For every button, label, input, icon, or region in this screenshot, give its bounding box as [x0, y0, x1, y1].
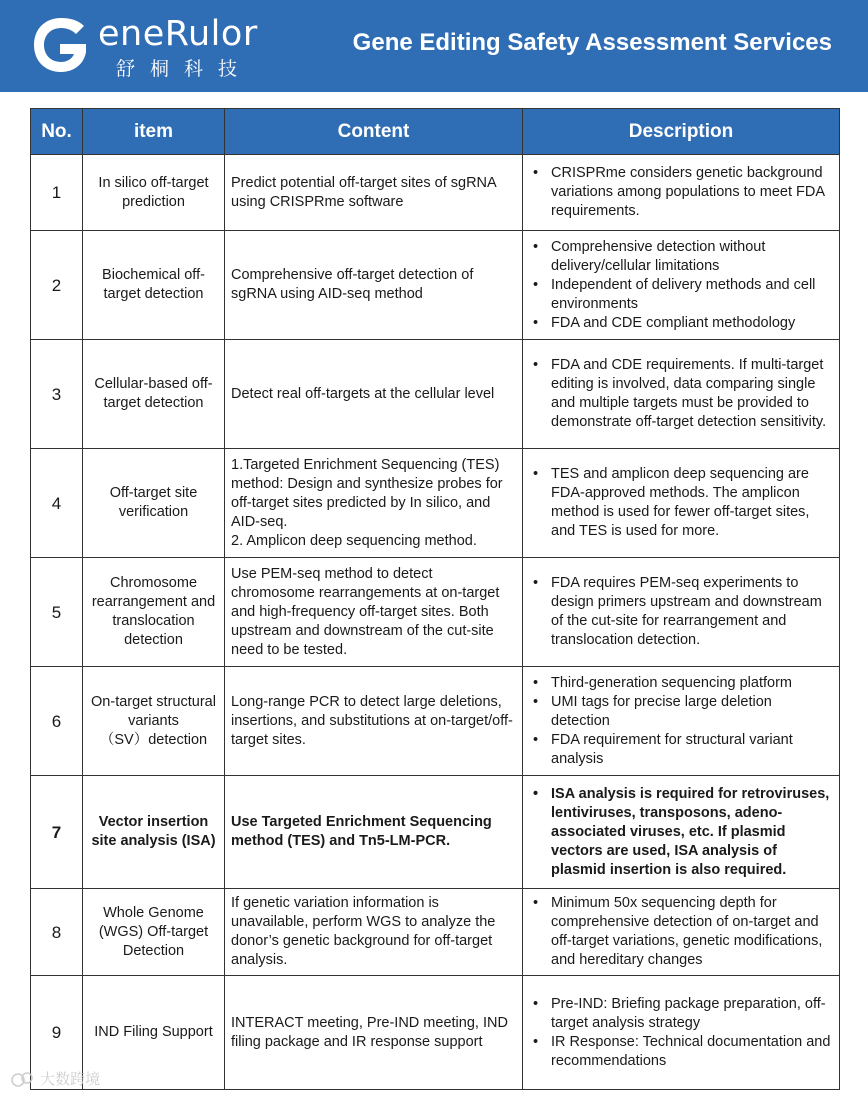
row-item: Cellular-based off-target detection — [83, 340, 225, 449]
description-bullet: • UMI tags for precise large deletion detection — [531, 693, 833, 731]
row-item: Off-target site verification — [83, 449, 225, 558]
description-bullet: • FDA requires PEM-seq experiments to design primers upstream and downstream of the cut-site for rearrangement and translocation detection. — [531, 574, 833, 650]
brand-logo — [30, 10, 280, 82]
row-content: INTERACT meeting, Pre-IND meeting, IND filing package and IR response support — [225, 976, 523, 1090]
row-content: Detect real off-targets at the cellular level — [225, 340, 523, 449]
description-bullet: • IR Response: Technical documentation and recommendations — [531, 1033, 833, 1071]
row-content: Comprehensive off-target detection of sgRNA using AID-seq method — [225, 231, 523, 340]
row-item: IND Filing Support — [83, 976, 225, 1090]
row-number: 4 — [31, 449, 83, 558]
row-content — [225, 449, 523, 558]
description-bullet: • FDA and CDE compliant methodology — [531, 314, 833, 333]
watermark — [10, 1068, 100, 1089]
row-description — [523, 776, 840, 889]
content-line: 1.Targeted Enrichment Sequencing (TES) method: Design and synthesize probes for off-target sites predicted by In silico, and AID-seq. — [231, 456, 503, 530]
table-row — [31, 976, 840, 1090]
row-item: Vector insertion site analysis (ISA) — [83, 776, 225, 889]
row-description — [523, 231, 840, 340]
row-item: Biochemical off-target detection — [83, 231, 225, 340]
row-number: 7 — [31, 776, 83, 889]
brand-name-cn: 舒桐科技 — [116, 59, 253, 80]
row-number: 5 — [31, 558, 83, 667]
row-number: 8 — [31, 889, 83, 976]
row-content: Use Targeted Enrichment Sequencing method (TES) and Tn5-LM-PCR. — [225, 776, 523, 889]
header-content: Content — [225, 109, 523, 155]
page-title: Gene Editing Safety Assessment Services — [352, 29, 832, 56]
row-number: 2 — [31, 231, 83, 340]
description-bullet: • CRISPRme considers genetic background variations among populations to meet FDA requirements. — [531, 164, 833, 221]
description-bullet: • FDA requirement for structural variant analysis — [531, 731, 833, 769]
services-table-wrapper — [30, 108, 839, 1090]
row-description — [523, 340, 840, 449]
table-row — [31, 155, 840, 231]
row-item — [83, 667, 225, 776]
row-description — [523, 558, 840, 667]
description-bullet: • Pre-IND: Briefing package preparation, off-target analysis strategy — [531, 995, 833, 1033]
row-number: 6 — [31, 667, 83, 776]
row-description — [523, 449, 840, 558]
row-number: 1 — [31, 155, 83, 231]
row-item: In silico off-target prediction — [83, 155, 225, 231]
table-row — [31, 776, 840, 889]
item-line: （SV）detection — [99, 731, 208, 748]
item-line: On-target structural variants — [91, 693, 216, 729]
description-bullet: • FDA and CDE requirements. If multi-target editing is involved, data comparing single and multiple targets must be provided to demonstrate off-target detection sensitivity. — [531, 356, 833, 432]
row-number: 9 — [31, 976, 83, 1090]
description-bullet: • Minimum 50x sequencing depth for comprehensive detection of on-target and off-target variations, genetic modifications, and hereditary changes — [531, 894, 833, 970]
watermark-text: 大数跨境 — [40, 1071, 101, 1088]
table-row — [31, 449, 840, 558]
description-bullet: • Comprehensive detection without delivery/cellular limitations — [531, 238, 833, 276]
services-table — [30, 108, 840, 1090]
row-description — [523, 976, 840, 1090]
row-description — [523, 667, 840, 776]
table-row — [31, 667, 840, 776]
description-bullet: • Third-generation sequencing platform — [531, 674, 833, 693]
row-description — [523, 889, 840, 976]
row-content: Use PEM-seq method to detect chromosome rearrangements at on-target and high-frequency off-target sites. Both upstream and downstream of the cut-site need to be tested. — [225, 558, 523, 667]
table-row — [31, 558, 840, 667]
row-number: 3 — [31, 340, 83, 449]
row-description — [523, 155, 840, 231]
generulor-logo-icon — [30, 16, 92, 74]
row-item: Whole Genome (WGS) Off-target Detection — [83, 889, 225, 976]
row-item: Chromosome rearrangement and translocation detection — [83, 558, 225, 667]
table-row — [31, 231, 840, 340]
description-bullet: • ISA analysis is required for retroviruses, lentiviruses, transposons, adeno-associated viruses, etc. If plasmid vectors are used, ISA analysis of plasmid insertion is also required. — [531, 785, 833, 880]
row-content: If genetic variation information is unavailable, perform WGS to analyze the donor’s genetic background for off-target analysis. — [225, 889, 523, 976]
row-content: Predict potential off-target sites of sgRNA using CRISPRme software — [225, 155, 523, 231]
watermark-logo-icon — [10, 1070, 36, 1088]
row-content: Long-range PCR to detect large deletions, insertions, and substitutions at on-target/off-target sites. — [225, 667, 523, 776]
header-no: No. — [31, 109, 83, 155]
description-bullet: • Independent of delivery methods and cell environments — [531, 276, 833, 314]
table-header-row — [31, 109, 840, 155]
header-item: item — [83, 109, 225, 155]
header-description: Description — [523, 109, 840, 155]
content-line: 2. Amplicon deep sequencing method. — [231, 532, 477, 549]
brand-name: eneRulor — [98, 14, 258, 54]
page-header — [0, 0, 868, 92]
description-bullet: • TES and amplicon deep sequencing are FDA-approved methods. The amplicon method is used for fewer off-target sites, and TES is used for more. — [531, 465, 833, 541]
table-row — [31, 340, 840, 449]
table-row — [31, 889, 840, 976]
